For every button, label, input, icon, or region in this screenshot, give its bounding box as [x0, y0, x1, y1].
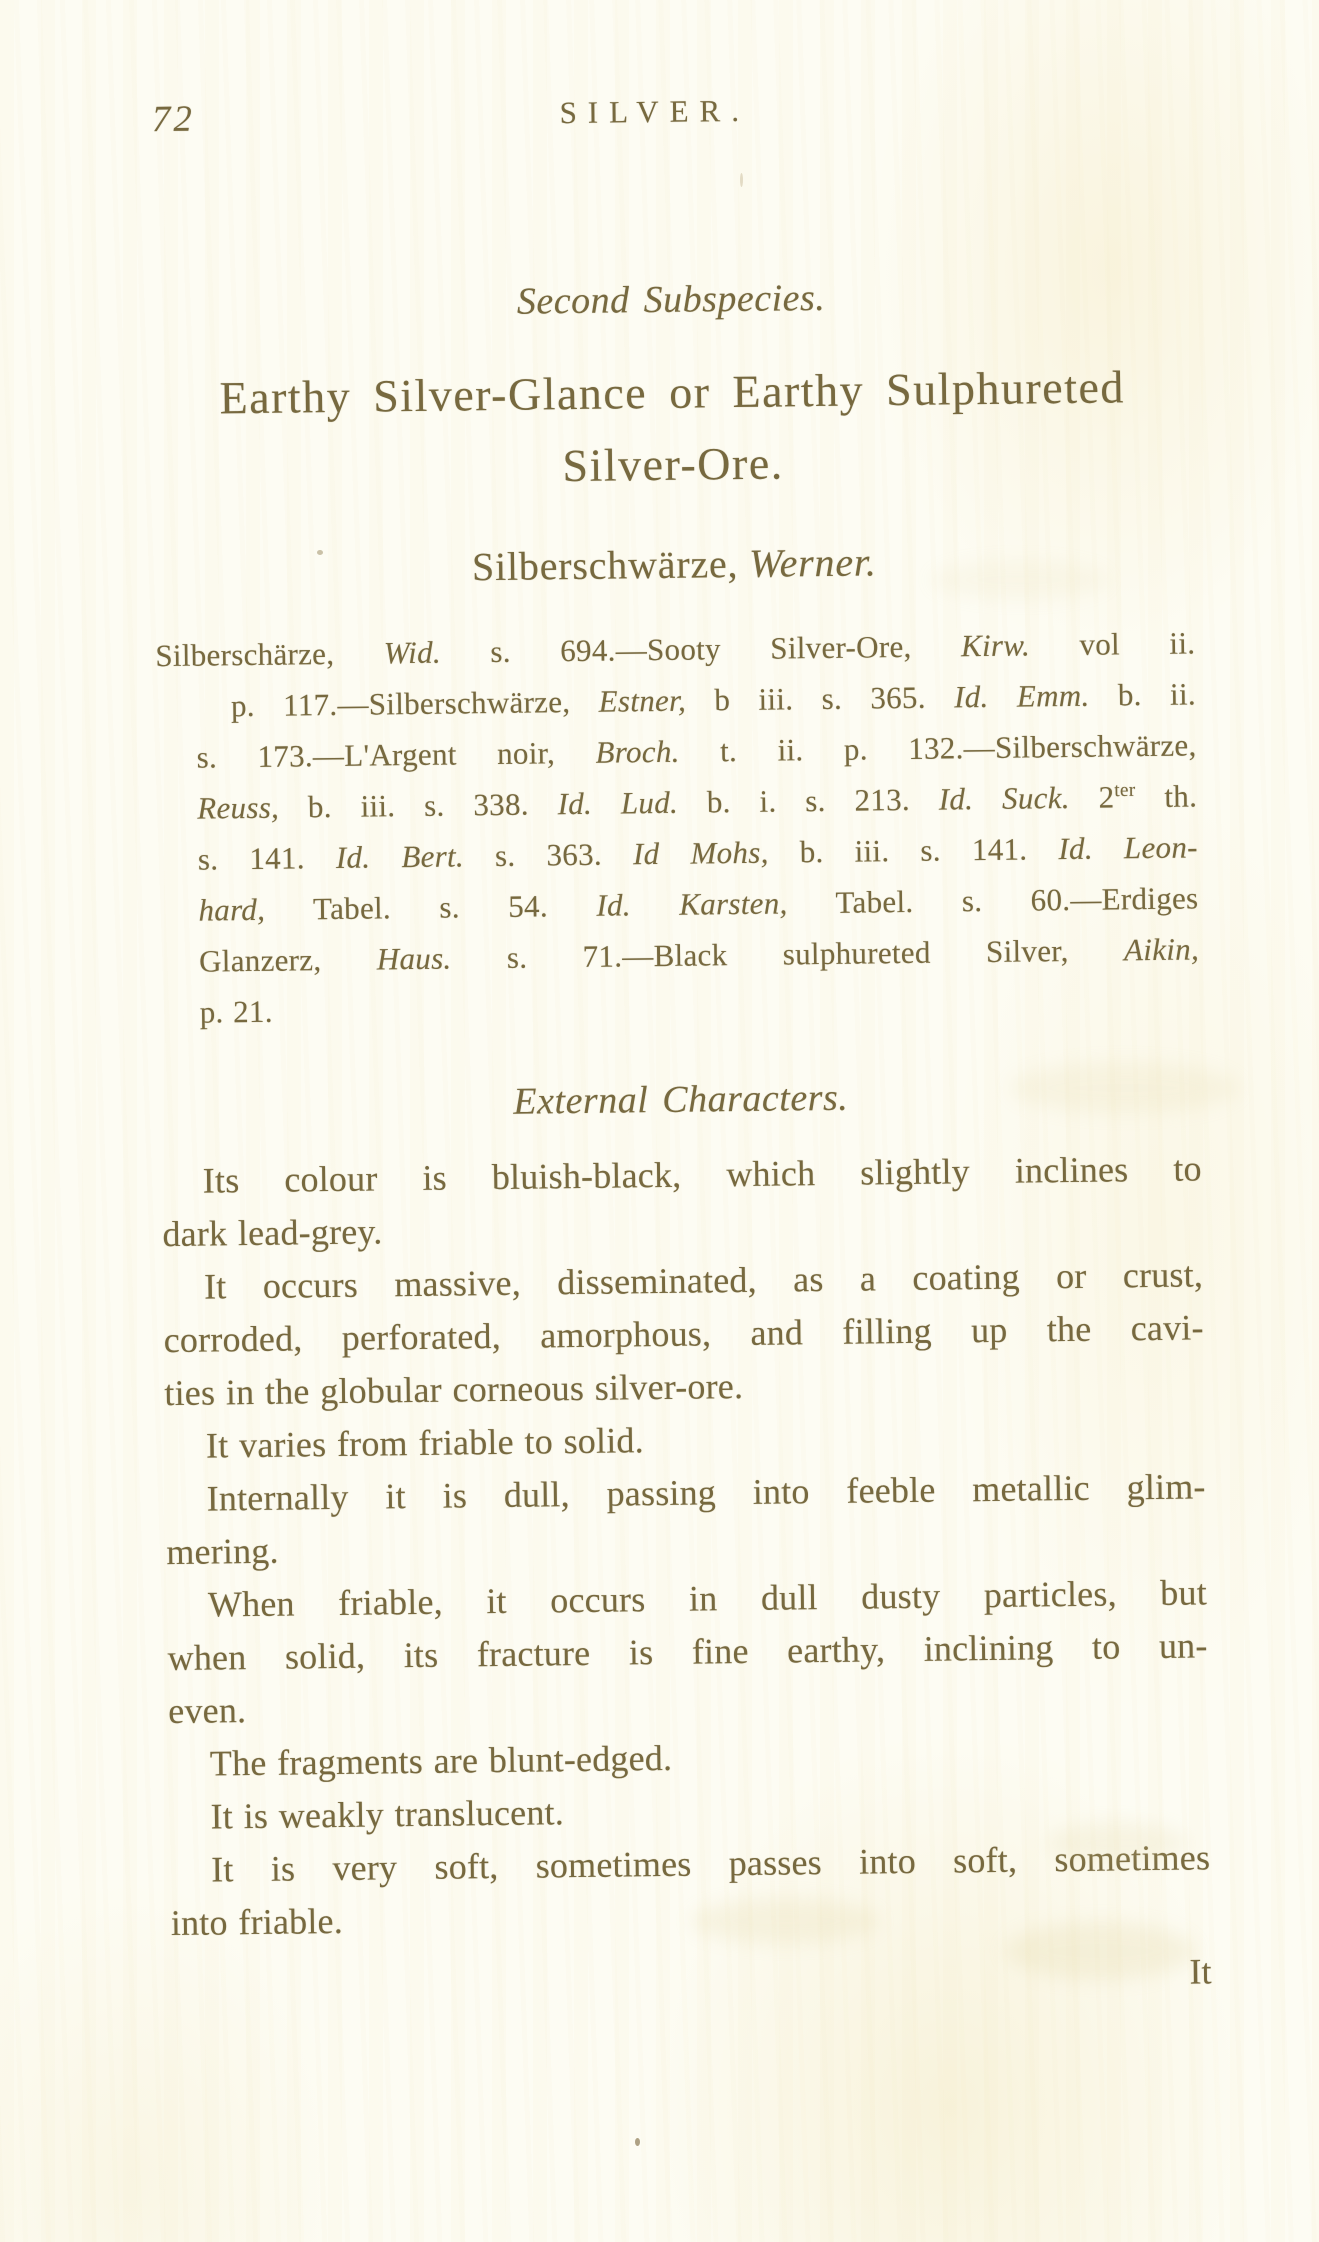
description-paragraphs — [161, 1142, 1211, 1950]
text-run: dark lead-grey. — [162, 1211, 383, 1255]
subspecies-heading: Second Subspecies. — [516, 276, 826, 323]
text-run: s. 173.—L'Argent noir, — [196, 734, 596, 775]
text-run: vol ii. — [1029, 625, 1196, 663]
synonymy-citations — [155, 617, 1200, 1038]
italic-text-run: Broch. — [595, 733, 680, 770]
italic-text-run: Estner, — [598, 682, 687, 719]
text-run: s. 71.—Black sulphureted Silver, — [451, 932, 1125, 976]
text-run: even. — [168, 1690, 247, 1732]
text-run: s. 363. — [463, 836, 634, 874]
italic-text-run: Id. Bert. — [335, 838, 465, 875]
text-run: Glanzerz, — [198, 941, 377, 979]
text-run: corroded, perforated, amorphous, and filling up the cavi- — [163, 1307, 1204, 1361]
species-name-german: Silberschwärze, — [471, 541, 739, 590]
text-run: th. — [1135, 778, 1198, 815]
page-number: 72 — [151, 98, 196, 141]
catchword: It — [1189, 1951, 1212, 1992]
text-run: Silberschärze, — [155, 635, 384, 674]
italic-text-run: Wid. — [383, 634, 442, 671]
text-run: It occurs massive, disseminated, as a coating or crust, — [203, 1254, 1204, 1307]
text-run: mering. — [166, 1530, 279, 1573]
text-run: Tabel. s. 60.—Erdiges — [787, 880, 1199, 921]
text-run: into friable. — [170, 1900, 344, 1944]
running-title: SILVER. — [559, 92, 751, 131]
text-run: b. iii. s. 141. — [768, 831, 1059, 870]
italic-text-run: Id. Suck. — [938, 779, 1071, 817]
text-run: Its colour is bluish-black, which slightly inclines to — [202, 1148, 1202, 1201]
italic-text-run: Reuss, — [197, 789, 280, 826]
text-run: Internally it is dull, passing into feeble metallic glim- — [206, 1466, 1206, 1519]
italic-text-run: Haus. — [376, 940, 452, 977]
text-run: 2 — [1069, 779, 1115, 815]
text-run: b iii. s. 365. — [685, 679, 955, 718]
italic-text-run: Id. Emm. — [953, 677, 1090, 715]
text-run: Tabel. s. 54. — [264, 887, 597, 927]
page-header — [149, 83, 1190, 146]
italic-text-run: Kirw. — [960, 627, 1031, 664]
text-run: when solid, its fracture is fine earthy, inclining to un- — [167, 1625, 1208, 1679]
text-run: b. ii. — [1089, 676, 1197, 713]
text-run: ties in the globular corneous silver-ore. — [164, 1366, 744, 1414]
text-run: b. i. s. 213. — [677, 781, 939, 820]
text-run: p. 117.—Silberschwärze, — [230, 683, 599, 724]
text-run: s. 141. — [197, 839, 337, 877]
species-name-author: Werner. — [748, 539, 877, 586]
italic-text-run: Id. Lud. — [557, 784, 679, 822]
italic-text-run: Aikin, — [1123, 931, 1200, 968]
body-text-line — [171, 1884, 1212, 1950]
italic-text-run: Id Mohs, — [632, 834, 769, 872]
text-run: p. 21. — [199, 993, 274, 1030]
superscript-run: ter — [1114, 779, 1136, 802]
text-run: It varies from friable to solid. — [205, 1420, 645, 1466]
italic-text-run: hard, — [198, 891, 266, 928]
text-run: It is very soft, sometimes passes into soft, sometimes — [210, 1837, 1211, 1890]
text-run: b. iii. s. 338. — [278, 786, 558, 825]
species-name-line — [154, 534, 1194, 594]
italic-text-run: Id. Leon- — [1058, 829, 1198, 867]
text-run: s. 694.—Sooty Silver-Ore, — [440, 628, 962, 670]
text-run: It is weakly translucent. — [210, 1792, 565, 1837]
text-run: t. ii. p. 132.—Silberschwärze, — [679, 727, 1197, 769]
text-run: When friable, it occurs in dull dusty particles, but — [207, 1572, 1208, 1625]
main-title-line1: Earthy Silver-Glance or Earthy Sulphureted — [219, 361, 1126, 424]
italic-text-run: Id. Karsten, — [596, 885, 788, 923]
text-run: The fragments are blunt-edged. — [209, 1737, 673, 1784]
external-characters-heading: External Characters. — [513, 1076, 849, 1123]
main-title-line2: Silver-Ore. — [562, 437, 784, 492]
